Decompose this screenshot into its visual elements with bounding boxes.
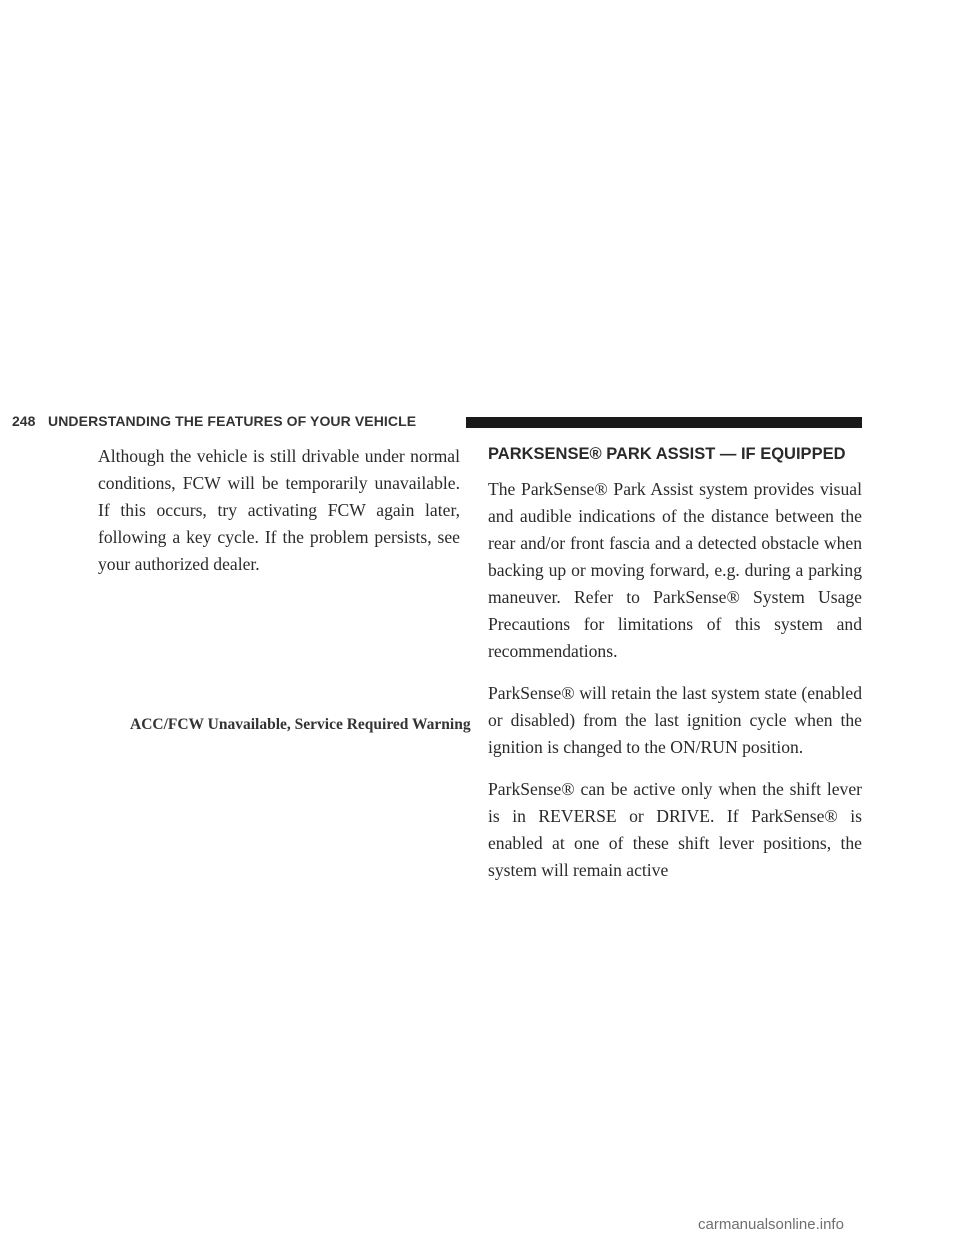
figure-caption: ACC/FCW Unavailable, Service Required Warning xyxy=(130,716,471,733)
left-column xyxy=(98,443,460,578)
section-title: UNDERSTANDING THE FEATURES OF YOUR VEHICLE xyxy=(48,413,417,429)
page-number: 248 xyxy=(12,413,36,429)
header-rule xyxy=(466,417,862,428)
body-paragraph: ParkSense® can be active only when the shift lever is in REVERSE or DRIVE. If ParkSense® is enabled at one of these shift lever positions, the system will remain active xyxy=(488,779,862,880)
watermark: carmanualsonline.info xyxy=(698,1216,844,1233)
page-header xyxy=(0,412,862,432)
left-paragraph: Although the vehicle is still drivable under normal conditions, FCW will be temporarily unavailable. If this occurs, try activating FCW again later, following a key cycle. If the problem persists, see your authorized dealer. xyxy=(98,446,460,574)
section-heading: PARKSENSE® PARK ASSIST — IF EQUIPPED xyxy=(488,445,846,463)
body-paragraph: The ParkSense® Park Assist system provides visual and audible indications of the distance between the rear and/or front fascia and a detected obstacle when backing up or moving forward, e.g. during a parking maneuver. Refer to ParkSense® System Usage Precautions for limitations of this system and recommendations. xyxy=(488,479,862,661)
body-paragraph: ParkSense® will retain the last system state (enabled or disabled) from the last ignition cycle when the ignition is changed to the ON/RUN position. xyxy=(488,683,862,757)
right-column xyxy=(488,443,862,899)
